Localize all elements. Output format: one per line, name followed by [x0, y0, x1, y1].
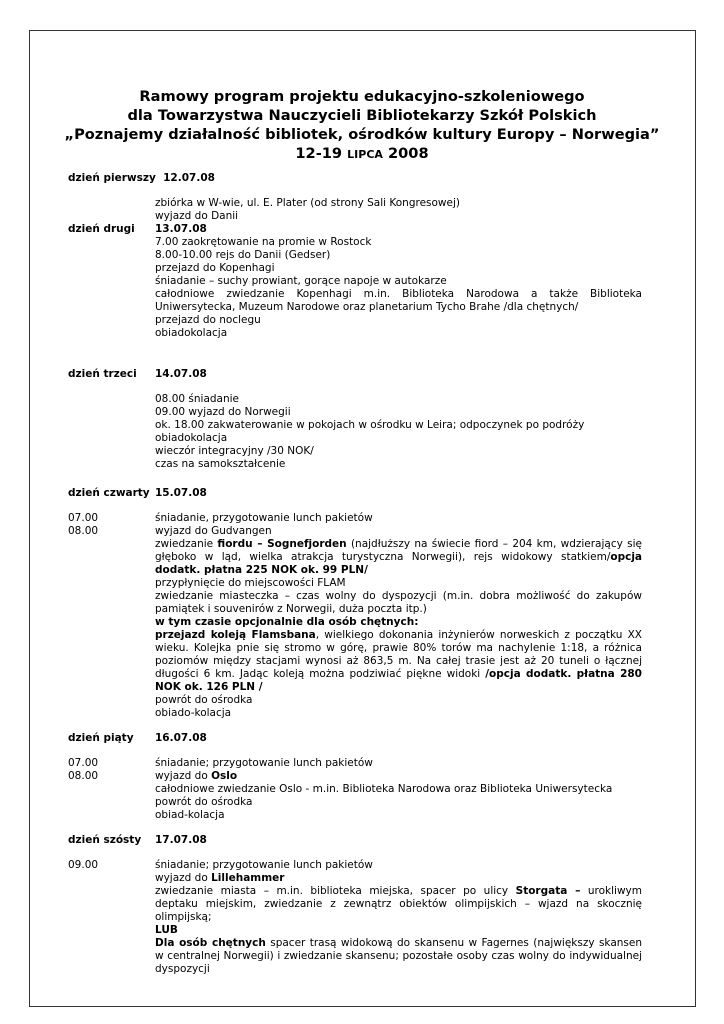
title-month: LIPCA: [347, 148, 383, 161]
day3-date: 14.07.08: [155, 368, 207, 380]
day4-time: 08.00: [68, 525, 99, 537]
day2-item: całodniowe zwiedzanie Kopenhagi m.in. Biblioteka Narodowa a także Biblioteka Uniwersytecka, Muzeum Narodowe oraz planetarium Tycho Brahe /dla chętnych/: [155, 288, 642, 313]
day6-item: wyjazd do Lillehammer: [155, 872, 285, 884]
oslo-destination: Oslo: [211, 770, 238, 782]
day5-item: całodniowe zwiedzanie Oslo - m.in. Biblioteka Narodowa oraz Biblioteka Uniwersytecka: [155, 783, 613, 795]
day5-time: 08.00: [68, 770, 99, 782]
day1-item: wyjazd do Danii: [155, 210, 239, 222]
day5-item: powrót do ośrodka: [155, 796, 253, 808]
day6-city-item: zwiedzanie miasta – m.in. biblioteka miejska, spacer po ulicy Storgata – urokliwym deptaku miejskim, zwiedzanie z zewnątrz obiektów olimpijskich – wjazd na skocznię olimpijską;: [155, 885, 642, 923]
day1-date: 12.07.08: [163, 172, 215, 184]
fjord-option-price: opcja dodatk. płatna 225 NOK ok. 99 PLN/: [155, 551, 642, 576]
day1-item: zbiórka w W-wie, ul. E. Plater (od strony Sali Kongresowej): [155, 197, 460, 209]
day4-item: śniadanie, przygotowanie lunch pakietów: [155, 512, 373, 524]
day4-item: powrót do ośrodka: [155, 694, 253, 706]
day4-item: wyjazd do Gudvangen: [155, 525, 272, 537]
day3-item: 08.00 śniadanie: [155, 393, 240, 405]
day2-date: 13.07.08: [155, 223, 207, 235]
day5-time: 07.00: [68, 757, 99, 769]
day6-label: dzień szósty: [68, 834, 142, 846]
title-line-3: „Poznajemy działalność bibliotek, ośrodków kultury Europy – Norwegia”: [64, 126, 660, 143]
day6-item: śniadanie; przygotowanie lunch pakietów: [155, 859, 373, 871]
day6-header: [68, 834, 642, 847]
title-line-1: Ramowy program projektu edukacyjno-szkoleniowego: [139, 88, 585, 105]
day4-option-heading: w tym czasie opcjonalnie dla osób chętnych:: [155, 616, 419, 628]
title-line-4: 12-19 LIPCA 2008: [295, 145, 429, 162]
day5-item: obiad-kolacja: [155, 809, 225, 821]
day3-item: obiadokolacja: [155, 432, 228, 444]
day3-item: 09.00 wyjazd do Norwegii: [155, 406, 291, 418]
day5-item: śniadanie; przygotowanie lunch pakietów: [155, 757, 373, 769]
day4-date: 15.07.08: [155, 487, 207, 499]
day2-header: [68, 223, 642, 236]
title-line-2: dla Towarzystwa Nauczycieli Bibliotekarzy Szkół Polskich: [127, 107, 597, 124]
flamsbana-name: przejazd koleją Flamsbana: [155, 629, 316, 641]
storgata-name: Storgata –: [515, 885, 581, 897]
day6-skansen-item: Dla osób chętnych spacer trasą widokową do skansenu w Fagernes (największy skansen w centralnej Norwegii) i zwiedzanie skansenu; pozostałe osoby czas wolny do indywidualnej dyspozycji: [155, 937, 642, 975]
day2-item: przejazd do noclegu: [155, 314, 261, 326]
day2-item: przejazd do Kopenhagi: [155, 262, 275, 274]
day2-label: dzień drugi: [68, 223, 135, 235]
lillehammer-destination: Lillehammer: [211, 872, 285, 884]
day3-item: czas na samokształcenie: [155, 458, 286, 470]
day5-item: wyjazd do Oslo: [155, 770, 238, 782]
day3-item: wieczór integracyjny /30 NOK/: [155, 445, 314, 457]
day6-or-label: LUB: [155, 924, 178, 936]
day1-label: dzień pierwszy: [68, 172, 156, 184]
day2-item: śniadanie – suchy prowiant, gorące napoje w autokarze: [155, 275, 447, 287]
day5-label: dzień piąty: [68, 732, 134, 744]
day6-time: 09.00: [68, 859, 99, 871]
day4-header: [68, 487, 642, 500]
day4-item: przypłynięcie do miejscowości FLAM: [155, 577, 346, 589]
fjord-name: fiordu – Sognefjorden: [217, 538, 347, 550]
day2-item: obiadokolacja: [155, 327, 228, 339]
day4-label: dzień czwarty: [68, 487, 150, 499]
program-content: [68, 172, 642, 976]
day4-time: 07.00: [68, 512, 99, 524]
day4-flamsbana-item: przejazd koleją Flamsbana, wielkiego dokonania inżynierów norweskich z początku XX wieku. Kolejka pnie się stromo w górę, prawie 80% torów ma nachylenie 1:18, a różnica poziomów między stacjami wynosi aż 863,5 m. Na całej trasie jest aż 20 tuneli o łącznej długości 6 km. Jadąc koleją można podziwiać piękne widoki /opcja dodatk. płatna 280 NOK ok. 126 PLN /: [155, 629, 642, 693]
day2-item: 7.00 zaokrętowanie na promie w Rostock: [155, 236, 372, 248]
day4-fjord-item: zwiedzanie fiordu – Sognefjorden (najdłuższy na świecie fiord – 204 km, wdzierający się głęboko w ląd, wielka atrakcja turystyczna Norwegii), rejs widokowy statkiem/opcja dodatk. płatna 225 NOK ok. 99 PLN/: [155, 538, 642, 576]
day5-header: [68, 732, 642, 745]
day3-label: dzień trzeci: [68, 368, 137, 380]
document-title: [40, 87, 684, 164]
day4-item: obiado-kolacja: [155, 707, 232, 719]
day6-date: 17.07.08: [155, 834, 207, 846]
optional-label: Dla osób chętnych: [155, 937, 266, 949]
day1-header: [68, 172, 642, 185]
flamsbana-option-price: /opcja dodatk. płatna 280 NOK ok. 126 PLN /: [155, 668, 642, 693]
day4-item: zwiedzanie miasteczka – czas wolny do dyspozycji (m.in. dobra możliwość do zakupów pamiątek i souvenirów z Norwegii, duża poczta itp.): [155, 590, 642, 615]
day3-item: ok. 18.00 zakwaterowanie w pokojach w ośrodku w Leira; odpoczynek po podróży: [155, 419, 585, 431]
day3-header: [68, 368, 642, 381]
day2-item: 8.00-10.00 rejs do Danii (Gedser): [155, 249, 331, 261]
day5-date: 16.07.08: [155, 732, 207, 744]
